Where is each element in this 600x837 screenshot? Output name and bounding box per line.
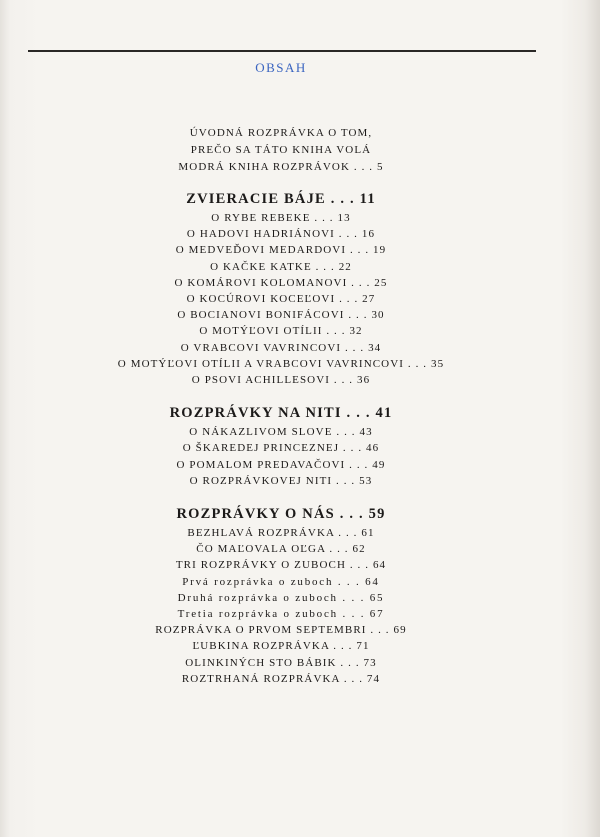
contents-title: OBSAH (255, 60, 307, 75)
section-heading: ROZPRÁVKY O NÁS . . . 59 (176, 506, 386, 523)
toc-entry: OLINKINÝCH STO BÁBIK . . . 73 (185, 656, 377, 669)
intro-block (0, 125, 562, 176)
table-of-contents (0, 125, 562, 702)
section-zvieracie-baje (0, 189, 562, 388)
section-heading: ROZPRÁVKY NA NITI . . . 41 (169, 405, 393, 422)
toc-entry: O ŠKAREDEJ PRINCEZNEJ . . . 46 (182, 442, 380, 455)
toc-entry: O BOCIANOVI BONIFÁCOVI . . . 30 (177, 309, 385, 322)
toc-entry: O KOMÁROVI KOLOMANOVI . . . 25 (174, 276, 388, 289)
toc-entry: O HADOVI HADRIÁNOVI . . . 16 (186, 228, 376, 241)
top-rule (28, 50, 536, 52)
toc-entry: TRI ROZPRÁVKY O ZUBOCH . . . 64 (175, 559, 387, 572)
section-rozpravky-o-nas (0, 504, 562, 687)
toc-entry: O POMALOM PREDAVAČOVI . . . 49 (176, 458, 386, 471)
intro-line: PREČO SA TÁTO KNIHA VOLÁ (190, 144, 372, 156)
toc-entry: BEZHLAVÁ ROZPRÁVKA . . . 61 (187, 527, 375, 540)
toc-entry: O RYBE REBEKE . . . 13 (211, 212, 351, 224)
toc-entry: O MEDVEĎOVI MEDARDOVI . . . 19 (175, 244, 387, 257)
toc-entry: ROZPRÁVKA O PRVOM SEPTEMBRI . . . 69 (155, 624, 407, 637)
toc-entry: O VRABCOVI VAVRINCOVI . . . 34 (180, 341, 382, 354)
toc-subentry: Tretia rozprávka o zuboch . . . 67 (177, 608, 385, 621)
toc-entry: O NÁKAZLIVOM SLOVE . . . 43 (189, 426, 373, 439)
toc-entry: ČO MAĽOVALA OĽGA . . . 62 (196, 543, 366, 556)
toc-entry: ĽUBKINA ROZPRÁVKA . . . 71 (192, 640, 370, 653)
toc-entry: O MOTÝĽOVI OTÍLII . . . 32 (199, 325, 363, 338)
toc-entry: ROZTRHANÁ ROZPRÁVKA . . . 74 (181, 672, 381, 685)
section-heading: ZVIERACIE BÁJE . . . 11 (186, 191, 376, 207)
toc-entry: O PSOVI ACHILLESOVI . . . 36 (191, 374, 371, 387)
toc-subentry: Druhá rozprávka o zuboch . . . 65 (177, 591, 385, 604)
toc-subentry: Prvá rozprávka o zuboch . . . 64 (182, 575, 380, 588)
toc-entry: O MOTÝĽOVI OTÍLII A VRABCOVI VAVRINCOVI . . . 35 (117, 357, 445, 370)
intro-line: ÚVODNÁ ROZPRÁVKA O TOM, (189, 127, 373, 139)
section-rozpravky-na-niti (0, 403, 562, 489)
toc-entry: O KOCÚROVI KOCEĽOVI . . . 27 (186, 293, 376, 306)
toc-entry: O KAČKE KATKE . . . 22 (210, 260, 352, 273)
toc-entry: O ROZPRÁVKOVEJ NITI . . . 53 (189, 474, 373, 487)
intro-line: MODRÁ KNIHA ROZPRÁVOK . . . 5 (178, 161, 384, 173)
